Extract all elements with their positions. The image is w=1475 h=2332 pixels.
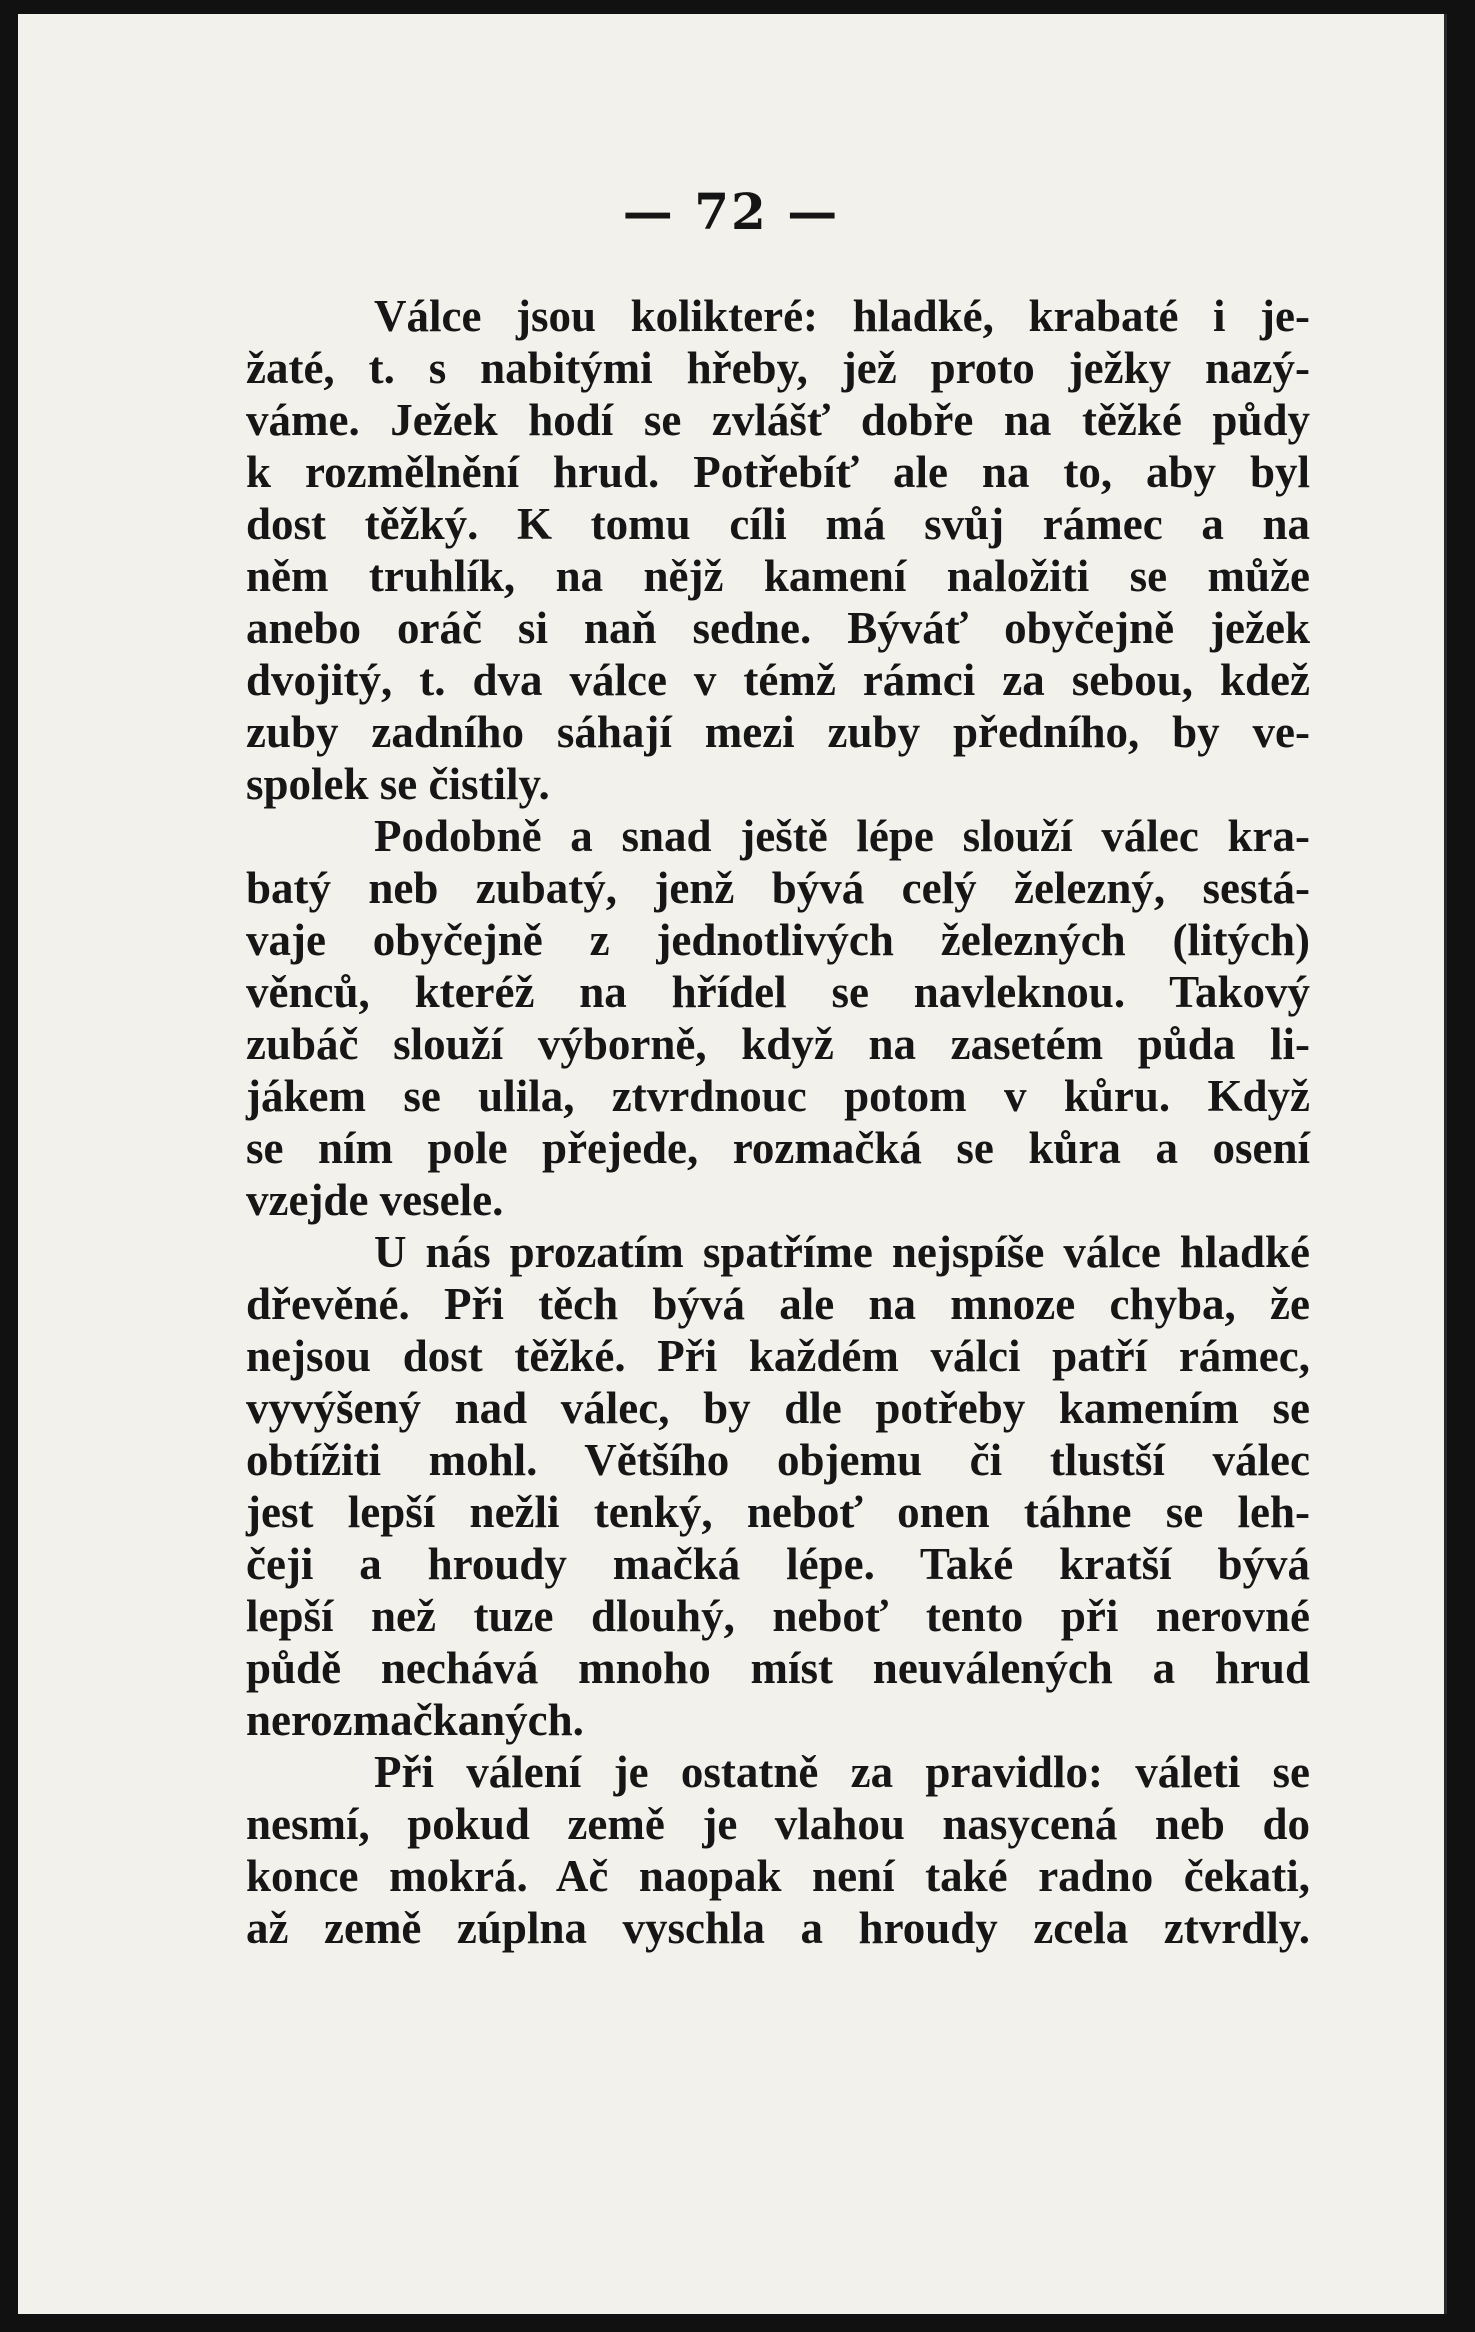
text-line: jákem se ulila, ztvrdnouc potom v kůru. Když bbox=[246, 1071, 1310, 1121]
text-line: nerozmačkaných. bbox=[246, 1695, 584, 1745]
text-line: dost těžký. K tomu cíli má svůj rámec a na bbox=[246, 499, 1310, 549]
text-line: dřevěné. Při těch bývá ale na mnoze chyba, že bbox=[246, 1279, 1310, 1329]
text-line: nesmí, pokud země je vlahou nasycená neb do bbox=[246, 1799, 1310, 1849]
paragraph bbox=[246, 290, 1310, 810]
text-line: batý neb zubatý, jenž bývá celý železný, sestá- bbox=[246, 863, 1310, 913]
text-line: anebo oráč si naň sedne. Býváť obyčejně ježek bbox=[246, 603, 1310, 653]
text-line: nejsou dost těžké. Při každém válci patří rámec, bbox=[246, 1331, 1310, 1381]
text-line: vyvýšený nad válec, by dle potřeby kamením se bbox=[246, 1383, 1310, 1433]
paragraph bbox=[246, 1746, 1310, 1954]
paragraph bbox=[246, 810, 1310, 1226]
page-number: — 72 — bbox=[622, 182, 840, 241]
paragraph bbox=[246, 1226, 1310, 1746]
text-line: lepší než tuze dlouhý, neboť tento při nerovné bbox=[246, 1591, 1310, 1641]
text-line: vaje obyčejně z jednotlivých železných (litých) bbox=[246, 915, 1310, 965]
text-line: až země zúplna vyschla a hroudy zcela ztvrdly. bbox=[246, 1903, 1310, 1953]
text-line: věnců, kteréž na hřídel se navleknou. Takový bbox=[246, 967, 1310, 1017]
text-line: čeji a hroudy mačká lépe. Také kratší bývá bbox=[246, 1539, 1310, 1589]
text-line: Při válení je ostatně za pravidlo: váleti se bbox=[374, 1747, 1310, 1797]
text-line: váme. Ježek hodí se zvlášť dobře na těžké půdy bbox=[246, 395, 1310, 445]
text-line: zuby zadního sáhají mezi zuby předního, by ve- bbox=[246, 707, 1310, 757]
body-text bbox=[246, 290, 1310, 1954]
text-line: se ním pole přejede, rozmačká se kůra a osení bbox=[246, 1123, 1310, 1173]
text-line: půdě nechává mnoho míst neuválených a hrud bbox=[246, 1643, 1310, 1693]
text-line: jest lepší nežli tenký, neboť onen táhne se leh- bbox=[246, 1487, 1310, 1537]
text-line: konce mokrá. Ač naopak není také radno čekati, bbox=[246, 1851, 1310, 1901]
book-page bbox=[18, 14, 1447, 2314]
text-line: obtížiti mohl. Většího objemu či tlustší válec bbox=[246, 1435, 1310, 1485]
text-line: k rozmělnění hrud. Potřebíť ale na to, aby byl bbox=[246, 447, 1310, 497]
text-line: U nás prozatím spatříme nejspíše válce hladké bbox=[374, 1227, 1310, 1277]
text-line: Podobně a snad ještě lépe slouží válec kra- bbox=[374, 811, 1310, 861]
text-line: zubáč slouží výborně, když na zasetém půda li- bbox=[246, 1019, 1310, 1069]
text-line: Válce jsou kolikteré: hladké, krabaté i je- bbox=[374, 291, 1310, 341]
text-line: spolek se čistily. bbox=[246, 759, 550, 809]
text-line: žaté, t. s nabitými hřeby, jež proto ježky nazý- bbox=[246, 343, 1310, 393]
text-line: něm truhlík, na nějž kamení naložiti se může bbox=[246, 551, 1310, 601]
text-line: dvojitý, t. dva válce v témž rámci za sebou, kdež bbox=[246, 655, 1310, 705]
text-line: vzejde vesele. bbox=[246, 1175, 504, 1225]
